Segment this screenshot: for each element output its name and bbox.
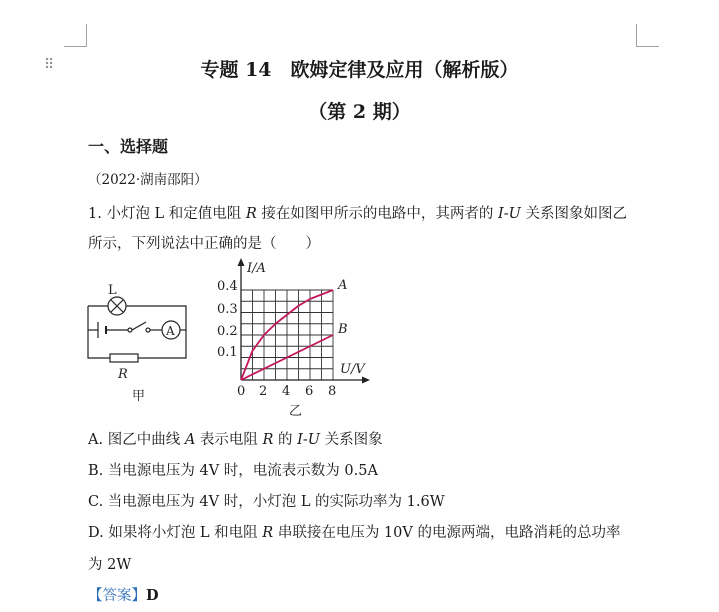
y-tick-label: 0.1 — [217, 345, 238, 360]
option-d-continued: 为 2W — [88, 557, 132, 573]
document-title: 专题 14 欧姆定律及应用（解析版） — [200, 59, 519, 81]
y-axis-arrow-icon — [238, 258, 245, 266]
answer-tag: 【答案】 — [88, 588, 146, 604]
answer-line — [88, 584, 159, 605]
section-heading: 一、选择题 — [88, 137, 169, 156]
option-c[interactable]: C. 当电源电压为 4V 时，小灯泡 L 的实际功率为 1.6W — [88, 494, 445, 510]
option-b[interactable]: B. 当电源电压为 4V 时，电流表示数为 0.5A — [88, 463, 378, 479]
x-axis-label: U/V — [340, 362, 365, 377]
x-tick-label: 6 — [305, 384, 314, 399]
circuit-caption: 甲 — [132, 389, 146, 404]
document-subtitle: （第 2 期） — [308, 101, 411, 123]
curve-b-label: B — [338, 322, 348, 337]
graph-caption: 乙 — [289, 404, 303, 419]
y-tick-label: 0.2 — [217, 324, 238, 339]
question-stem-line2: 所示，下列说法中正确的是（ ） — [88, 236, 320, 252]
x-tick-label: 8 — [328, 384, 337, 399]
ammeter-label: A — [166, 324, 175, 338]
lamp-label: L — [108, 283, 117, 298]
question-stem-line1: 1. 小灯泡 L 和定值电阻 R 接在如图甲所示的电路中，其两者的 I-U 关系图象如图乙 — [88, 206, 628, 222]
curve-a-label: A — [338, 278, 348, 293]
crop-mark-top-right — [636, 24, 659, 47]
question-source: （2022·湖南邵阳） — [88, 172, 208, 188]
drag-handle-icon[interactable]: ⠿ — [44, 57, 55, 73]
switch-contact — [146, 328, 150, 332]
origin-label: 0 — [237, 384, 246, 399]
x-tick-label: 4 — [282, 384, 291, 399]
switch-contact — [128, 328, 132, 332]
crop-mark-top-left — [64, 24, 87, 47]
x-tick-label: 2 — [259, 384, 268, 399]
circuit-diagram — [80, 270, 200, 410]
circuit-wire — [126, 306, 186, 330]
y-axis-label: I/A — [247, 261, 266, 276]
option-a[interactable]: A. 图乙中曲线 A 表示电阻 R 的 I-U 关系图象 — [88, 432, 383, 448]
switch-blade — [132, 322, 146, 330]
y-tick-label: 0.4 — [217, 279, 238, 294]
answer-value: D — [146, 587, 159, 604]
iu-graph — [210, 255, 380, 420]
option-d[interactable]: D. 如果将小灯泡 L 和电阻 R 串联接在电压为 10V 的电源两端，电路消耗的总功率 — [88, 525, 621, 541]
resistor-label: R — [118, 367, 128, 382]
y-tick-label: 0.3 — [217, 302, 238, 317]
resistor-symbol — [110, 354, 138, 362]
x-axis-arrow-icon — [362, 377, 370, 384]
